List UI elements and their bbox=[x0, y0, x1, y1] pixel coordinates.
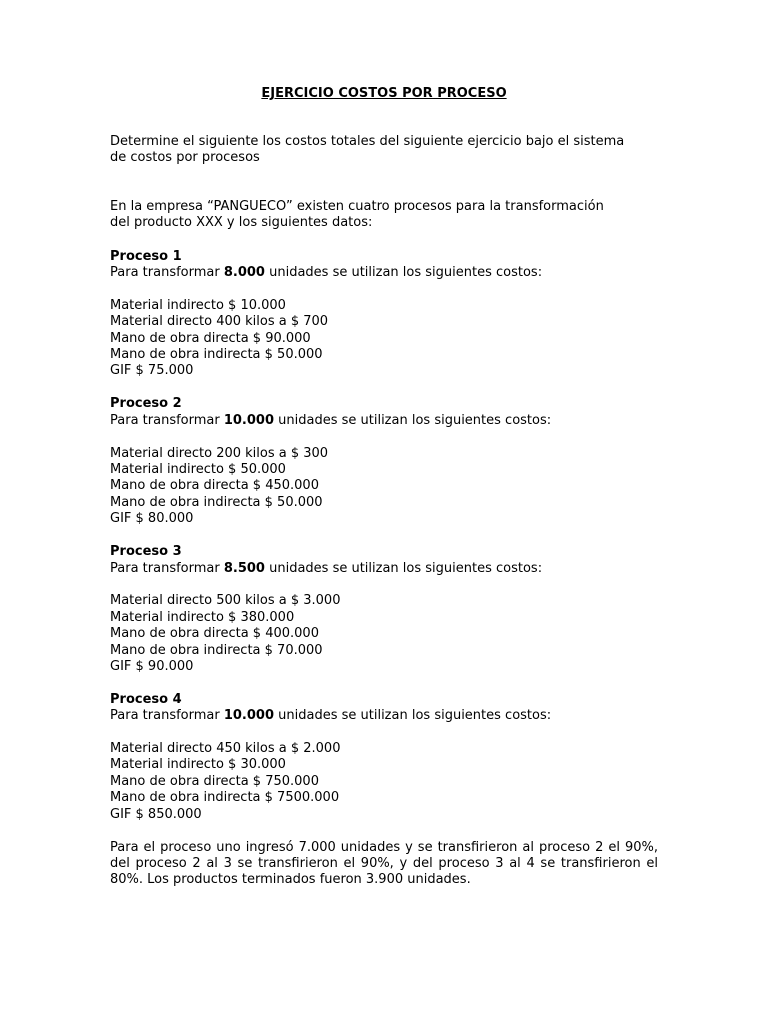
process-1-cost-item: GIF $ 75.000 bbox=[110, 363, 194, 379]
process-3-cost-list bbox=[110, 593, 658, 675]
process-2-cost-item: Material indirecto $ 50.000 bbox=[110, 461, 286, 477]
process-4-quantity: 10.000 bbox=[223, 708, 275, 724]
process-1-description bbox=[110, 265, 658, 281]
process-4-cost-item: Mano de obra directa $ 750.000 bbox=[110, 773, 319, 789]
document-content bbox=[110, 85, 658, 889]
process-3-title: Proceso 3 bbox=[110, 544, 182, 560]
process-4-cost-item: Material indirecto $ 30.000 bbox=[110, 757, 286, 773]
company-line-2: del producto XXX y los siguientes datos: bbox=[110, 215, 373, 231]
process-3-quantity: 8.500 bbox=[223, 560, 265, 576]
process-4-cost-item: Material directo 450 kilos a $ 2.000 bbox=[110, 741, 341, 757]
process-2-title: Proceso 2 bbox=[110, 396, 182, 412]
process-2-cost-list bbox=[110, 446, 658, 528]
process-4-cost-item: Mano de obra indirecta $ 7500.000 bbox=[110, 790, 340, 806]
process-3-desc-pre: Para transformar bbox=[110, 560, 224, 576]
process-4-description bbox=[110, 708, 658, 724]
process-3-section bbox=[110, 544, 658, 675]
process-4-title: Proceso 4 bbox=[110, 691, 182, 707]
process-1-cost-item: Material indirecto $ 10.000 bbox=[110, 297, 286, 313]
process-3-cost-item: Material directo 500 kilos a $ 3.000 bbox=[110, 593, 341, 609]
closing-line-3: 80%. Los productos terminados fueron 3.900 unidades. bbox=[110, 872, 471, 888]
process-2-desc-post: unidades se utilizan los siguientes costos: bbox=[274, 412, 552, 428]
process-2-cost-item: Mano de obra directa $ 450.000 bbox=[110, 478, 319, 494]
closing-line-1: Para el proceso uno ingresó 7.000 unidades y se transfirieron al proceso 2 el 90%, bbox=[110, 839, 658, 855]
process-2-desc-pre: Para transformar bbox=[110, 412, 224, 428]
process-3-description bbox=[110, 561, 658, 577]
process-4-desc-pre: Para transformar bbox=[110, 708, 224, 724]
document-title: EJERCICIO COSTOS POR PROCESO bbox=[261, 86, 507, 101]
process-1-section bbox=[110, 249, 658, 380]
process-2-cost-item: GIF $ 80.000 bbox=[110, 511, 194, 527]
process-1-title: Proceso 1 bbox=[110, 248, 182, 264]
process-1-cost-list bbox=[110, 298, 658, 380]
closing-line-2: del proceso 2 al 3 se transfirieron el 90%, y del proceso 3 al 4 se transfirieron el bbox=[110, 855, 658, 871]
process-4-desc-post: unidades se utilizan los siguientes costos: bbox=[274, 708, 552, 724]
closing-paragraph bbox=[110, 840, 658, 889]
intro-paragraph bbox=[110, 134, 658, 167]
intro-line-1: Determine el siguiente los costos totales del siguiente ejercicio bajo el sistema bbox=[110, 134, 625, 149]
process-3-cost-item: Mano de obra indirecta $ 70.000 bbox=[110, 642, 323, 658]
process-3-cost-item: Mano de obra directa $ 400.000 bbox=[110, 626, 319, 642]
process-1-quantity: 8.000 bbox=[223, 265, 265, 281]
process-1-desc-post: unidades se utilizan los siguientes costos: bbox=[264, 265, 543, 281]
process-1-cost-item: Mano de obra indirecta $ 50.000 bbox=[110, 347, 323, 363]
process-2-quantity: 10.000 bbox=[223, 412, 275, 428]
intro-line-2: de costos por procesos bbox=[110, 150, 260, 166]
process-1-desc-pre: Para transformar bbox=[110, 265, 224, 281]
process-3-desc-post: unidades se utilizan los siguientes costos: bbox=[264, 560, 543, 576]
process-4-cost-list bbox=[110, 741, 658, 823]
process-2-description bbox=[110, 413, 658, 429]
process-2-cost-item: Mano de obra indirecta $ 50.000 bbox=[110, 494, 323, 510]
process-3-cost-item: Material indirecto $ 380.000 bbox=[110, 609, 295, 625]
process-2-section bbox=[110, 396, 658, 527]
company-line-1: En la empresa “PANGUECO” existen cuatro procesos para la transformación bbox=[110, 198, 604, 214]
company-paragraph bbox=[110, 199, 658, 232]
process-4-cost-item: GIF $ 850.000 bbox=[110, 806, 202, 822]
process-3-cost-item: GIF $ 90.000 bbox=[110, 658, 194, 674]
process-1-cost-item: Mano de obra directa $ 90.000 bbox=[110, 330, 311, 346]
process-1-cost-item: Material directo 400 kilos a $ 700 bbox=[110, 314, 329, 330]
process-2-cost-item: Material directo 200 kilos a $ 300 bbox=[110, 445, 329, 461]
process-4-section bbox=[110, 692, 658, 823]
